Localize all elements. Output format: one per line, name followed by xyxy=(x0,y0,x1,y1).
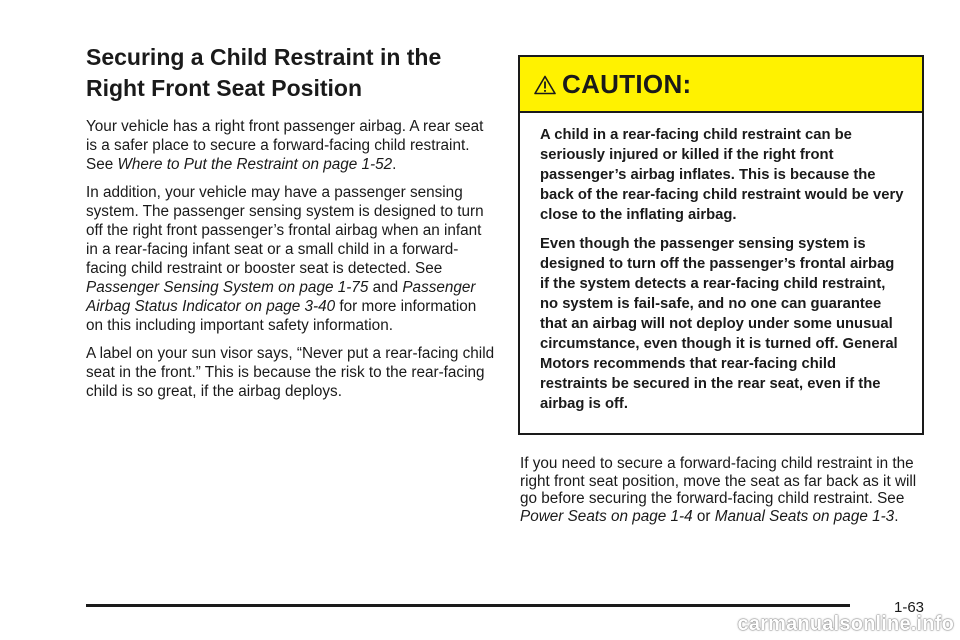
caution-header xyxy=(520,57,922,113)
intro-tail: . xyxy=(392,156,397,173)
manual-seats-reference[interactable]: Manual Seats on page 1-3 xyxy=(714,507,895,525)
intro-text: Your vehicle has a right front passenger airbag. A rear seat is a safer place to secure a forward-facing child restraint. See xyxy=(86,118,484,173)
caution-body xyxy=(520,113,922,433)
forward-facing-paragraph xyxy=(520,455,924,525)
forward-facing-tail: . xyxy=(894,507,899,525)
airbag-status-reference[interactable]: Passenger Airbag Status Indicator on page 3-40 xyxy=(86,279,476,315)
sensing-mid: and xyxy=(368,279,403,296)
right-column xyxy=(518,55,924,525)
sensing-tail: for more information on this including important safety information. xyxy=(86,298,477,334)
passenger-sensing-reference[interactable]: Passenger Sensing System on page 1-75 xyxy=(86,279,369,296)
forward-facing-text: If you need to secure a forward-facing child restraint in the right front seat position, move the seat as far back as it will go before securing the forward-facing child restraint. See xyxy=(520,455,917,507)
left-column xyxy=(86,42,496,410)
section-title-line2: Right Front Seat Position xyxy=(86,75,362,101)
restraint-placement-reference[interactable]: Where to Put the Restraint on page 1-52 xyxy=(117,156,393,173)
section-title xyxy=(86,42,496,104)
forward-facing-mid: or xyxy=(692,507,715,525)
footer-rule xyxy=(86,604,850,607)
caution-paragraph-2: Even though the passenger sensing system is designed to turn off the passenger’s frontal airbag if the system detects a rear-facing child restraint, no system is fail-safe, and no one can guarantee that an airbag will not deploy under some unusual circumstance, even though it is turned off. General Motors recommends that rear-facing child restraints be secured in the rear seat, even if the airbag is off. xyxy=(540,236,898,412)
sensing-text: In addition, your vehicle may have a passenger sensing system. The passenger sensing system is designed to turn off the right front passenger’s frontal airbag when an infant in a rear-facing infant seat or a small child in a forward-facing child restraint or booster seat is detected. See xyxy=(86,184,484,277)
sensing-system-paragraph xyxy=(86,183,496,335)
watermark: carmanualsonline.info xyxy=(737,613,954,635)
intro-paragraph xyxy=(86,117,496,174)
warning-triangle-icon xyxy=(534,75,556,95)
caution-box xyxy=(518,55,924,435)
caution-paragraph-1: A child in a rear-facing child restraint can be seriously injured or killed if the right front passenger’s airbag inflates. This is because the back of the rear-facing child restraint would be very close to the inflating airbag. xyxy=(540,127,904,223)
page-number: 1-63 xyxy=(894,599,925,616)
caution-title: CAUTION: xyxy=(562,68,692,99)
sun-visor-paragraph: A label on your sun visor says, “Never put a rear-facing child seat in the front.” This is because the risk to the rear-facing child is so great, if the airbag deploys. xyxy=(86,345,495,400)
section-title-line1: Securing a Child Restraint in the xyxy=(86,44,442,70)
power-seats-reference[interactable]: Power Seats on page 1-4 xyxy=(520,507,693,525)
